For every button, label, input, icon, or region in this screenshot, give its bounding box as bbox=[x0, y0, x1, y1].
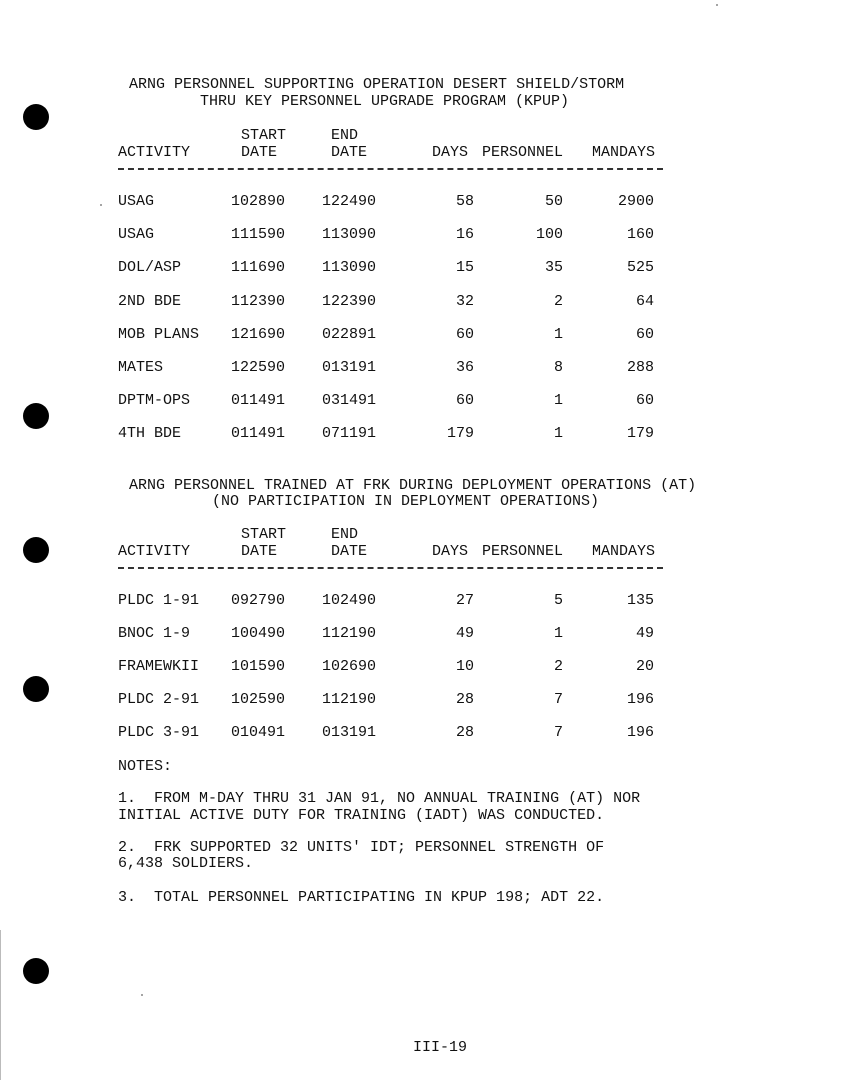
page-edge bbox=[0, 930, 1, 1080]
table1-cell-personnel: 2 bbox=[553, 292, 563, 310]
table1-cell-start: 112390 bbox=[231, 292, 286, 310]
table2-header-activity: ACTIVITY bbox=[118, 543, 191, 560]
table2-title-line1: ARNG PERSONNEL TRAINED AT FRK DURING DEPLOYMENT OPERATIONS (AT) bbox=[129, 477, 697, 494]
table1-cell-start: 111590 bbox=[231, 226, 286, 244]
table1-cell-days: 60 bbox=[455, 325, 474, 343]
table2-cell-personnel: 2 bbox=[553, 658, 563, 675]
table2-header-end: END bbox=[331, 526, 359, 543]
table1-cell-start: 122590 bbox=[231, 359, 286, 376]
table2-cell-end: 112190 bbox=[322, 691, 377, 708]
table1-cell-days: 60 bbox=[455, 392, 474, 410]
table1-header-activity: ACTIVITY bbox=[118, 144, 191, 161]
table1-cell-start: 121690 bbox=[231, 325, 286, 343]
table1-cell-days: 16 bbox=[455, 226, 474, 244]
binder-hole bbox=[23, 104, 49, 130]
table1-cell-mandays: 288 bbox=[626, 359, 654, 376]
table1-header-mandays: MANDAYS bbox=[592, 144, 656, 161]
table2-header-days: DAYS bbox=[432, 543, 469, 560]
table1-cell-mandays: 160 bbox=[626, 226, 654, 244]
table2-cell-mandays: 196 bbox=[626, 691, 654, 708]
table2-cell-mandays: 196 bbox=[626, 724, 654, 741]
table1-cell-personnel: 1 bbox=[553, 325, 563, 343]
scan-speck bbox=[100, 204, 102, 206]
table1-cell-activity: 2ND BDE bbox=[118, 292, 182, 310]
table1-cell-start: 011491 bbox=[231, 425, 286, 443]
table1-cell-activity: USAG bbox=[118, 193, 155, 210]
table1-cell-end: 031491 bbox=[322, 392, 377, 410]
table1-cell-start: 111690 bbox=[231, 259, 286, 277]
table1-cell-mandays: 2900 bbox=[617, 193, 654, 210]
table2-cell-start: 100490 bbox=[231, 625, 286, 642]
table1-cell-days: 36 bbox=[455, 359, 474, 376]
table2-cell-days: 28 bbox=[455, 691, 474, 708]
table1-cell-end: 113090 bbox=[322, 226, 377, 244]
table2-cell-days: 28 bbox=[455, 724, 474, 741]
table1-cell-personnel: 35 bbox=[544, 259, 563, 277]
table1-header-start-date: DATE bbox=[241, 144, 278, 161]
table1-cell-end: 122490 bbox=[322, 193, 377, 210]
table2-cell-start: 010491 bbox=[231, 724, 286, 741]
table1-cell-mandays: 179 bbox=[626, 425, 654, 443]
table1-cell-end: 013191 bbox=[322, 359, 377, 376]
table2-cell-activity: FRAMEWKII bbox=[118, 658, 200, 675]
table2-cell-start: 102590 bbox=[231, 691, 286, 708]
table1-cell-mandays: 60 bbox=[635, 392, 654, 410]
table1-cell-start: 102890 bbox=[231, 193, 286, 210]
table2-cell-end: 013191 bbox=[322, 724, 377, 741]
table2-cell-personnel: 1 bbox=[553, 625, 563, 642]
table2-cell-end: 102490 bbox=[322, 592, 377, 609]
notes-heading: NOTES: bbox=[118, 758, 173, 775]
table2-cell-personnel: 7 bbox=[553, 724, 563, 741]
table1-cell-activity: 4TH BDE bbox=[118, 425, 182, 443]
table2-cell-activity: PLDC 2-91 bbox=[118, 691, 200, 708]
table2-header-personnel: PERSONNEL bbox=[482, 543, 564, 560]
table1-cell-mandays: 525 bbox=[626, 259, 654, 277]
note-3: 3. TOTAL PERSONNEL PARTICIPATING IN KPUP 198; ADT 22. bbox=[118, 889, 605, 906]
table2-cell-mandays: 49 bbox=[635, 625, 654, 642]
table1-header-start: START bbox=[241, 127, 287, 144]
table2-cell-mandays: 20 bbox=[635, 658, 654, 675]
table1-cell-end: 122390 bbox=[322, 292, 377, 310]
table1-cell-activity: MOB PLANS bbox=[118, 325, 200, 343]
table2-header-mandays: MANDAYS bbox=[592, 543, 656, 560]
table1-cell-mandays: 60 bbox=[635, 325, 654, 343]
note-1-line-1: 1. FROM M-DAY THRU 31 JAN 91, NO ANNUAL TRAINING (AT) NOR bbox=[118, 790, 641, 807]
scan-speck bbox=[141, 994, 143, 996]
table1-cell-end: 071191 bbox=[322, 425, 377, 443]
table1-cell-activity: MATES bbox=[118, 359, 164, 376]
table1-header-days: DAYS bbox=[432, 144, 469, 161]
table1-cell-personnel: 50 bbox=[544, 193, 563, 210]
table2-divider bbox=[118, 567, 663, 569]
table1-cell-days: 15 bbox=[455, 259, 474, 277]
binder-hole bbox=[23, 958, 49, 984]
table2-cell-days: 27 bbox=[455, 592, 474, 609]
table1-header-personnel: PERSONNEL bbox=[482, 144, 564, 161]
table2-cell-activity: PLDC 3-91 bbox=[118, 724, 200, 741]
table1-cell-start: 011491 bbox=[231, 392, 286, 410]
binder-hole bbox=[23, 676, 49, 702]
note-1-line-2: INITIAL ACTIVE DUTY FOR TRAINING (IADT) WAS CONDUCTED. bbox=[118, 807, 605, 824]
table1-cell-personnel: 1 bbox=[553, 425, 563, 443]
table1-divider bbox=[118, 168, 663, 170]
binder-hole bbox=[23, 403, 49, 429]
table2-cell-days: 10 bbox=[455, 658, 474, 675]
table1-title-line2: THRU KEY PERSONNEL UPGRADE PROGRAM (KPUP) bbox=[200, 93, 570, 110]
table2-header-start-date: DATE bbox=[241, 543, 278, 560]
note-2-line-1: 2. FRK SUPPORTED 32 UNITS' IDT; PERSONNEL STRENGTH OF bbox=[118, 839, 605, 856]
table1-cell-personnel: 100 bbox=[535, 226, 563, 244]
table1-header-end: END bbox=[331, 127, 359, 144]
scan-speck bbox=[716, 4, 718, 6]
table1-cell-activity: DOL/ASP bbox=[118, 259, 182, 277]
table1-cell-personnel: 8 bbox=[553, 359, 563, 376]
table1-cell-activity: DPTM-OPS bbox=[118, 392, 191, 410]
page-number: III-19 bbox=[413, 1039, 468, 1056]
table1-header-end-date: DATE bbox=[331, 144, 368, 161]
table2-header-start: START bbox=[241, 526, 287, 543]
table1-cell-end: 113090 bbox=[322, 259, 377, 277]
table2-cell-activity: BNOC 1-9 bbox=[118, 625, 191, 642]
note-2-line-2: 6,438 SOLDIERS. bbox=[118, 855, 254, 872]
table2-cell-start: 101590 bbox=[231, 658, 286, 675]
table2-cell-activity: PLDC 1-91 bbox=[118, 592, 200, 609]
binder-hole bbox=[23, 537, 49, 563]
table2-cell-days: 49 bbox=[455, 625, 474, 642]
table2-cell-start: 092790 bbox=[231, 592, 286, 609]
table2-cell-end: 102690 bbox=[322, 658, 377, 675]
table2-title-line2: (NO PARTICIPATION IN DEPLOYMENT OPERATIONS) bbox=[212, 493, 600, 510]
table1-cell-end: 022891 bbox=[322, 325, 377, 343]
table2-cell-personnel: 5 bbox=[553, 592, 563, 609]
table2-cell-personnel: 7 bbox=[553, 691, 563, 708]
table1-cell-days: 179 bbox=[446, 425, 474, 443]
table1-cell-activity: USAG bbox=[118, 226, 155, 244]
table2-header-end-date: DATE bbox=[331, 543, 368, 560]
table2-cell-end: 112190 bbox=[322, 625, 377, 642]
table1-title-line1: ARNG PERSONNEL SUPPORTING OPERATION DESERT SHIELD/STORM bbox=[129, 76, 625, 93]
table2-cell-mandays: 135 bbox=[626, 592, 654, 609]
table1-cell-personnel: 1 bbox=[553, 392, 563, 410]
table1-cell-mandays: 64 bbox=[635, 292, 654, 310]
table1-cell-days: 58 bbox=[455, 193, 474, 210]
table1-cell-days: 32 bbox=[455, 292, 474, 310]
